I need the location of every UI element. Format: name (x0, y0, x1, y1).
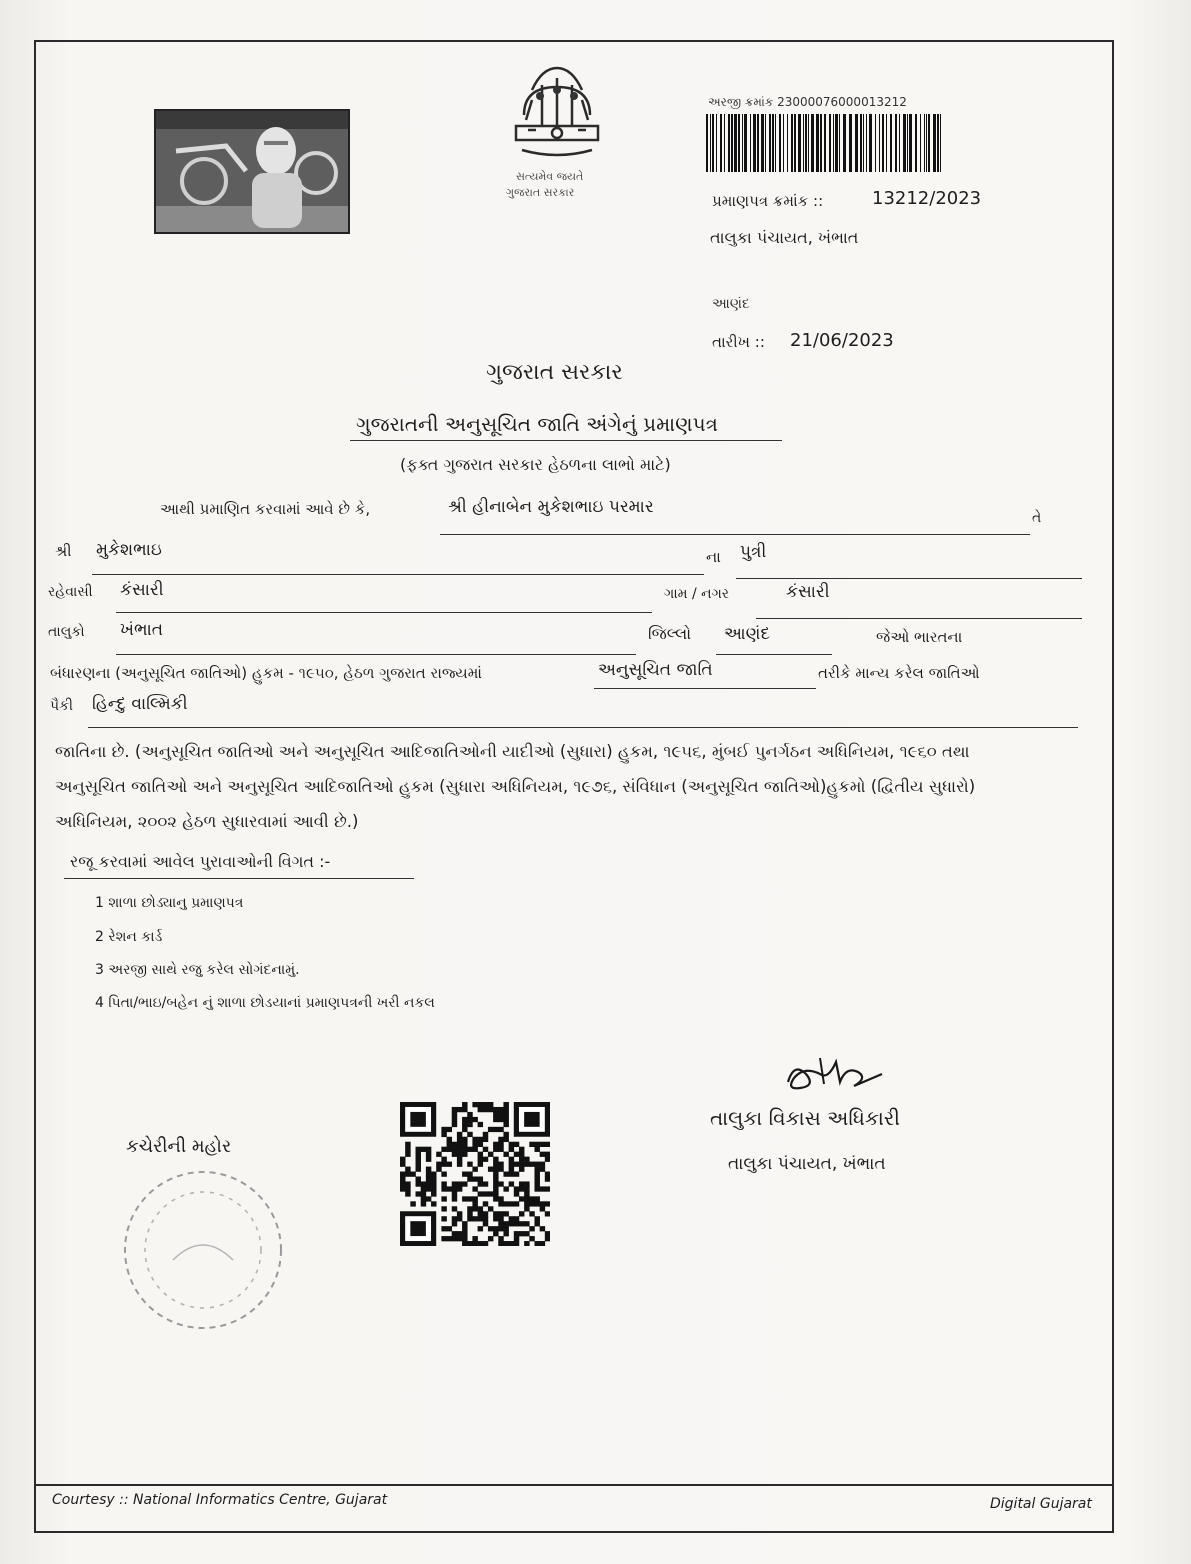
certificate-subtitle: (ફક્ત ગુજરાત સરકાર હેઠળના લાભો માટે) (400, 455, 671, 474)
father-underline (92, 574, 704, 575)
intro-text: આથી પ્રમાણિત કરવામાં આવે છે કે, (160, 500, 371, 518)
village-underline (756, 618, 1082, 619)
applicant-name: શ્રી હીનાબેન મુકેશભાઇ પરમાર (448, 497, 654, 517)
name-underline (440, 534, 1030, 535)
constitution-text: બંધારણના (અનુસૂચિત જાતિઓ) હુકમ - ૧૯૫૦, હેઠળ ગુજરાત રાજ્યમાં (50, 664, 482, 682)
legal-paragraph-line-3: અધિનિયમ, ૨૦૦૨ હેઠળ સુધારવામાં આવી છે.) (55, 812, 359, 831)
taluka-value: ખંભાત (120, 620, 164, 640)
title-underline (350, 440, 782, 441)
emblem-motto: સત્યમેવ જયતે (516, 170, 584, 183)
government-title: ગુજરાત સરકાર (486, 360, 623, 385)
village-label: ગામ / નગર (664, 586, 730, 602)
taluka-underline (116, 654, 636, 655)
taluka-label: તાલુકો (48, 624, 85, 640)
relation-underline (736, 578, 1082, 579)
ashoka-emblem (502, 60, 612, 210)
officer-signature (780, 1052, 890, 1102)
barcode (706, 114, 946, 172)
category-underline (594, 688, 816, 689)
district-label: જિલ્લો (648, 624, 692, 643)
application-number: અરજી ક્રમાંક 23000076000013212 (708, 95, 907, 109)
applicant-photo (154, 109, 350, 234)
category: અનુસૂચિત જાતિ (598, 660, 713, 680)
certificate-number-label: પ્રમાણપત્ર ક્રમાંક :: (712, 192, 824, 210)
na-label: ના (706, 548, 721, 566)
emblem-caption: ગુજરાત સરકાર (506, 186, 575, 199)
office-seal-label: કચેરીની મહોર (126, 1136, 232, 1157)
evidence-item: 1 શાળા છોડ્યાનુ પ્રમાણપત્ર (95, 895, 244, 911)
paiki-label: પૈકી (50, 698, 73, 714)
verification-qr-code (400, 1102, 550, 1246)
resident-label: રહેવાસી (48, 584, 93, 600)
legal-paragraph-line-2: અનુસૂચિત જાતિઓ અને અનુસૂચિત આદિજાતિઓ હુકમ (સુધારા અધિનિયમ, ૧૯૭૬, સંવિધાન (અનુસૂચિત જાતિઓ)હુકમો (દ્વિતીય સુધારો) (55, 777, 976, 796)
date-label: તારીખ :: (712, 333, 765, 351)
office-seal-stamp (118, 1165, 288, 1335)
certificate-title: ગુજરાતની અનુસૂચિત જાતિ અંગેનું પ્રમાણપત્ર (356, 412, 718, 436)
shri-label: શ્રી (55, 542, 72, 560)
caste-value: હિન્દુ વાલ્મિકી (92, 694, 188, 714)
jeo-label: જેઓ ભારતના (876, 628, 963, 646)
footer-brand: Digital Gujarat (990, 1496, 1092, 1512)
place: આણંદ (712, 296, 750, 312)
evidence-underline (64, 878, 414, 879)
legal-paragraph-line-1: જાતિના છે. (અનુસૂચિત જાતિઓ અને અનુસૂચિત આદિજાતિઓની યાદીઓ (સુધારા) હુકમ, ૧૯૫૬, મુંબઈ પુનર્ગઠન અધિનિયમ, ૧૯૬૦ તથા (55, 742, 970, 761)
footer-divider (34, 1484, 1114, 1486)
village-value: કંસારી (786, 582, 830, 602)
issuing-office: તાલુકા પંચાયત, ખંભાત (710, 228, 859, 247)
district-underline (716, 654, 832, 655)
evidence-item: 4 પિતા/ભાઇ/બહેન નું શાળા છોડયાનાં પ્રમાણપત્રની ખરી નકલ (95, 995, 435, 1011)
resident-value: કંસારી (120, 580, 164, 600)
father-name: મુકેશભાઇ (96, 540, 162, 560)
evidence-item: 3 અરજી સાથે રજુ કરેલ સોગંદનામું. (95, 962, 300, 978)
certificate-number: 13212/2023 (872, 188, 982, 209)
caste-underline (88, 727, 1078, 728)
evidence-heading: રજૂ કરવામાં આવેલ પુરાવાઓની વિગત :- (70, 852, 331, 871)
district-value: આણંદ (724, 624, 770, 644)
te-label: તે (1032, 510, 1042, 526)
resident-underline (116, 612, 652, 613)
footer-courtesy: Courtesy :: National Informatics Centre, Gujarat (52, 1492, 388, 1508)
officer-title: તાલુકા વિકાસ અધિકારી (710, 1106, 900, 1130)
evidence-item: 2 રેશન કાર્ડ (95, 929, 163, 945)
recognized-text: તરીકે માન્ય કરેલ જાતિઓ (818, 664, 980, 682)
issue-date: 21/06/2023 (790, 330, 894, 351)
relation: પુત્રી (740, 542, 767, 562)
officer-office: તાલુકા પંચાયત, ખંભાત (728, 1154, 886, 1174)
